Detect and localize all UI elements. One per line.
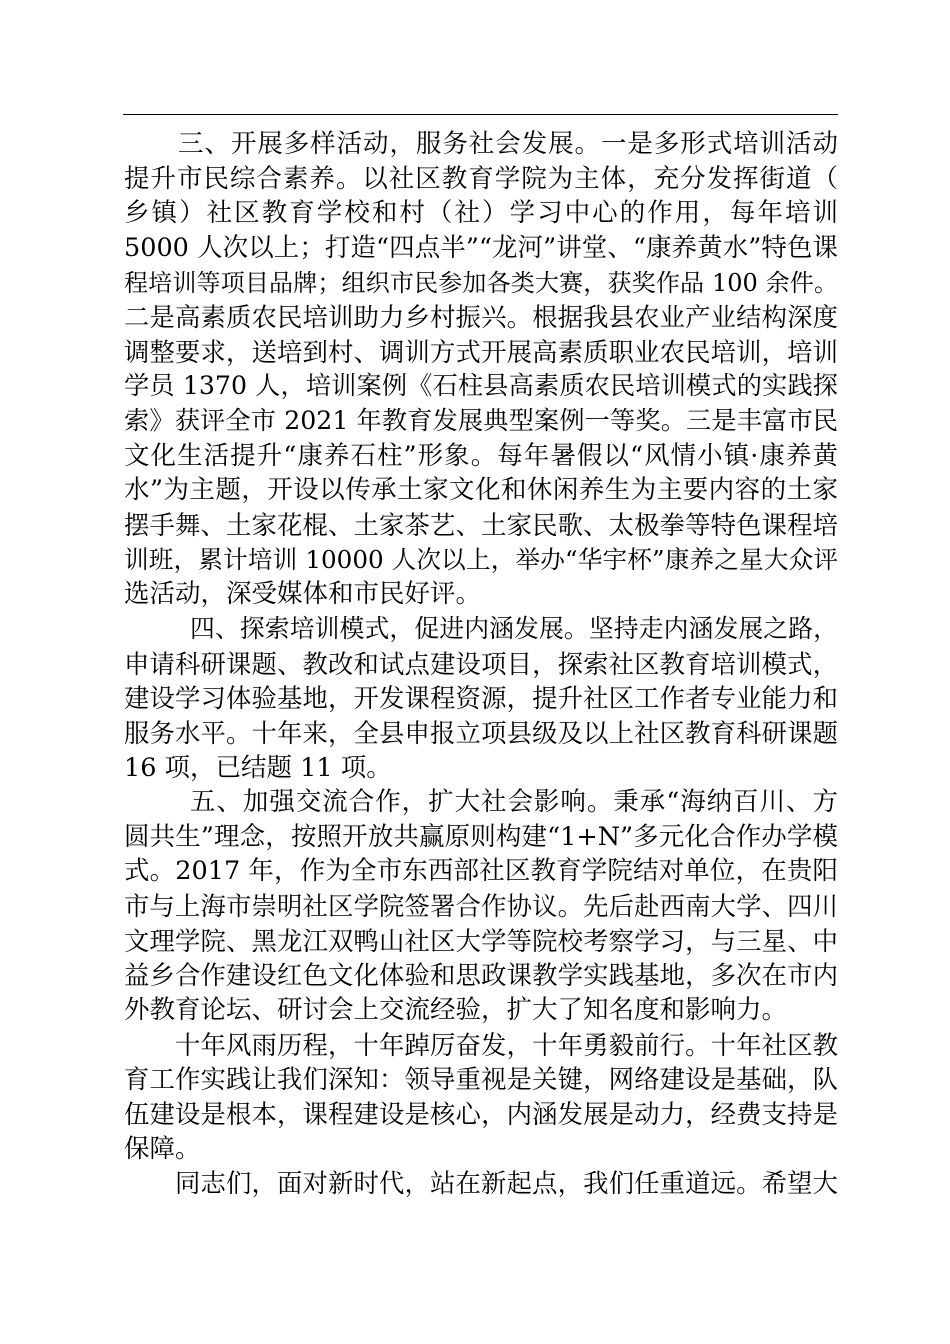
text-line: 十年风雨历程，十年踔厉奋发，十年勇毅前行。十年社区教 bbox=[175, 1029, 838, 1060]
text-line: 文理学院、黑龙江双鸭山社区大学等院校考察学习，与三星、中 bbox=[124, 925, 838, 956]
text-line: 四、探索培训模式，促进内涵发展。坚持走内涵发展之路， bbox=[190, 613, 838, 643]
text-line: 同志们，面对新时代，站在新起点，我们任重道远。希望大 bbox=[175, 1168, 838, 1199]
text-line: 二是高素质农民培训助力乡村振兴。根据我县农业产业结构深度 bbox=[124, 302, 838, 333]
text-line: 申请科研课题、教改和试点建设项目，探索社区教育培训模式， bbox=[124, 648, 838, 679]
text-line: 调整要求，送培到村、调训方式开展高素质职业农民培训，培训 bbox=[124, 336, 838, 367]
text-line: 乡镇）社区教育学校和村（社）学习中心的作用，每年培训 bbox=[124, 198, 838, 229]
text-line: 选活动，深受媒体和市民好评。 bbox=[124, 579, 482, 610]
text-line: 伍建设是根本，课程建设是核心，内涵发展是动力，经费支持是 bbox=[124, 1098, 838, 1129]
header-rule bbox=[123, 114, 838, 115]
text-line: 学员 1370 人，培训案例《石柱县高素质农民培训模式的实践探 bbox=[124, 371, 838, 401]
body-text bbox=[124, 127, 838, 1201]
text-line: 水”为主题，开设以传承土家文化和休闲养生为主要内容的土家 bbox=[124, 475, 838, 506]
text-line: 服务水平。十年来，全县申报立项县级及以上社区教育科研课题 bbox=[124, 717, 838, 748]
text-line: 摆手舞、土家花棍、土家茶艺、土家民歌、太极拳等特色课程培 bbox=[124, 510, 838, 541]
text-line: 5000 人次以上；打造“四点半”“龙河”讲堂、“康养黄水”特色课 bbox=[124, 232, 838, 263]
text-line: 益乡合作建设红色文化体验和思政课教学实践基地，多次在市内 bbox=[124, 960, 838, 991]
text-line: 式。2017 年，作为全市东西部社区教育学院结对单位，在贵阳 bbox=[124, 856, 838, 887]
text-line: 16 项，已结题 11 项。 bbox=[124, 752, 392, 783]
text-line: 程培训等项目品牌；组织市民参加各类大赛，获奖作品 100 余件。 bbox=[124, 268, 838, 297]
text-line: 圆共生”理念，按照开放共赢原则构建“1+N”多元化合作办学模 bbox=[124, 821, 838, 852]
text-line: 外教育论坛、研讨会上交流经验，扩大了知名度和影响力。 bbox=[124, 995, 788, 1026]
text-line: 三、开展多样活动，服务社会发展。一是多形式培训活动 bbox=[178, 129, 838, 159]
text-line: 索》获评全市 2021 年教育发展典型案例一等奖。三是丰富市民 bbox=[124, 406, 838, 436]
text-line: 市与上海市崇明社区学院签署合作协议。先后赴西南大学、四川 bbox=[124, 891, 838, 922]
text-line: 文化生活提升“康养石柱”形象。每年暑假以“风情小镇·康养黄 bbox=[124, 440, 838, 471]
text-line: 育工作实践让我们深知：领导重视是关键，网络建设是基础，队 bbox=[124, 1064, 838, 1095]
text-line: 保障。 bbox=[124, 1133, 201, 1164]
text-line: 建设学习体验基地，开发课程资源，提升社区工作者专业能力和 bbox=[124, 683, 838, 714]
text-line: 五、加强交流合作，扩大社会影响。秉承“海纳百川、方 bbox=[190, 787, 838, 818]
text-line: 提升市民综合素养。以社区教育学院为主体，充分发挥街道（ bbox=[124, 163, 838, 194]
text-line: 训班，累计培训 10000 人次以上，举办“华宇杯”康养之星大众评 bbox=[124, 544, 838, 574]
